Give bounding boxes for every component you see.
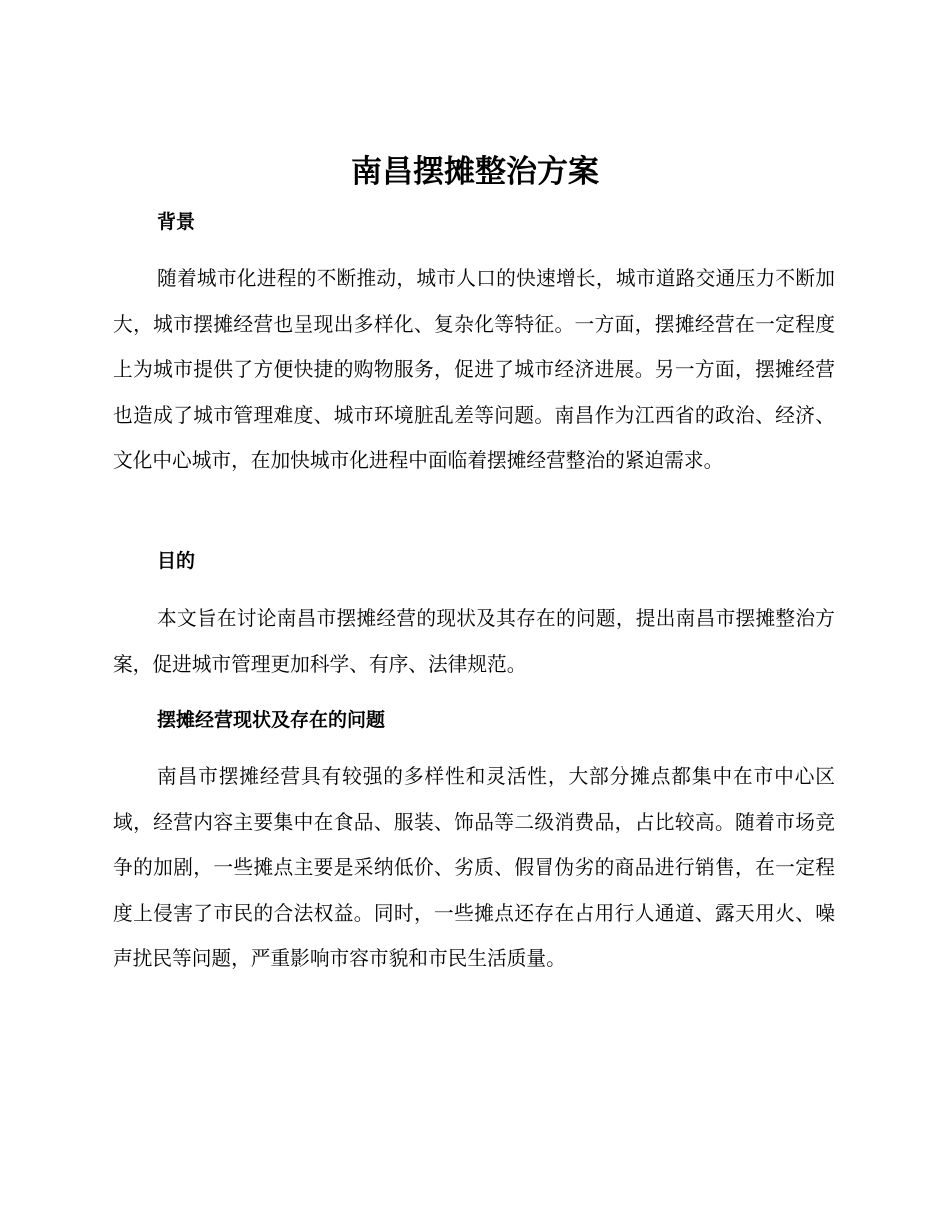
section-heading-background: 背景	[157, 211, 196, 233]
section-paragraph-background: 随着城市化进程的不断推动，城市人口的快速增长，城市道路交通压力不断加大，城市摆摊经营也呈现出多样化、复杂化等特征。一方面，摆摊经营在一定程度上为城市提供了方便快捷的购物服务，促进了城市经济进展。另一方面，摆摊经营也造成了城市管理难度、城市环境脏乱差等问题。南昌作为江西省的政治、经济、文化中心城市，在加快城市化进程中面临着摆摊经营整治的紧迫需求。	[113, 267, 835, 472]
section-heading-purpose: 目的	[157, 550, 196, 572]
section-paragraph-purpose: 本文旨在讨论南昌市摆摊经营的现状及其存在的问题，提出南昌市摆摊整治方案，促进城市管理更加科学、有序、法律规范。	[113, 607, 835, 676]
document-title: 南昌摆摊整治方案	[351, 154, 599, 190]
section-paragraph-status-issues: 南昌市摆摊经营具有较强的多样性和灵活性，大部分摊点都集中在市中心区域，经营内容主要集中在食品、服装、饰品等二级消费品，占比较高。随着市场竞争的加剧，一些摊点主要是采纳低价、劣质、假冒伪劣的商品进行销售，在一定程度上侵害了市民的合法权益。同时，一些摊点还存在占用行人通道、露天用火、噪声扰民等问题，严重影响市容市貌和市民生活质量。	[113, 765, 835, 970]
section-heading-status-issues: 摆摊经营现状及存在的问题	[157, 709, 386, 731]
